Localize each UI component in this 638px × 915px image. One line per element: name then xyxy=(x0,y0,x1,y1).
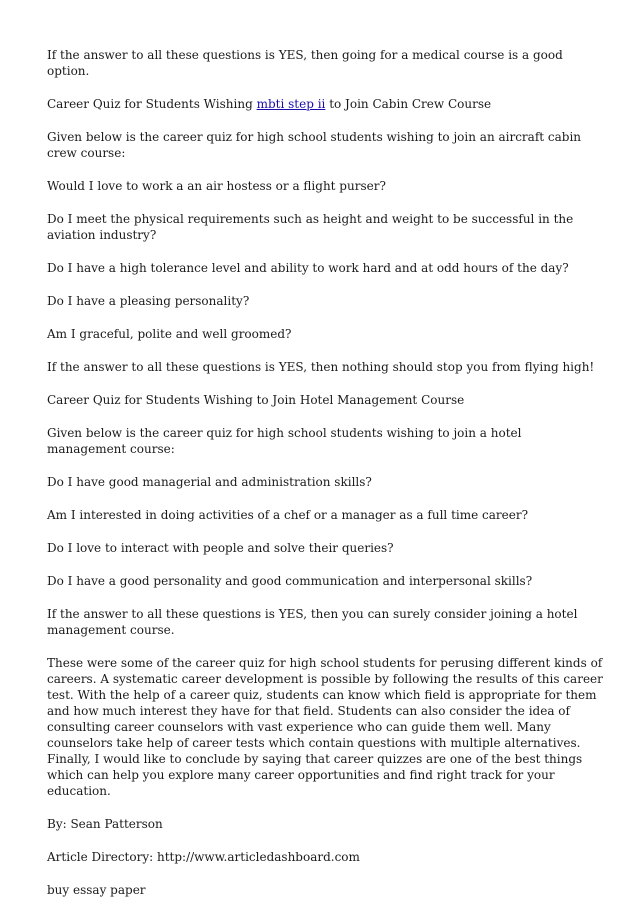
document-page xyxy=(47,47,603,915)
question-graceful: Am I graceful, polite and well groomed? xyxy=(47,327,292,341)
question-tolerance: Do I have a high tolerance level and ability to work hard and at odd hours of the day? xyxy=(47,261,569,275)
question-chef-manager: Am I interested in doing activities of a chef or a manager as a full time career? xyxy=(47,508,529,522)
question-managerial-skills: Do I have good managerial and administration skills? xyxy=(47,475,372,489)
paragraph-hotel-conclusion: If the answer to all these questions is YES, then you can surely consider joining a hotel management course. xyxy=(47,607,578,637)
paragraph-summary: These were some of the career quiz for high school students for perusing different kinds of careers. A systematic career development is possible by following the results of this career test. With the help of a career quiz, students can know which field is appropriate for them and how much interest they have for that field. Students can also consider the idea of consulting career counselors with vast experience who can guide them well. Many counselors take help of career tests which contain questions with multiple alternatives. Finally, I would like to conclude by saying that career quizzes are one of the best things which can help you explore many career opportunities and find right track for your education. xyxy=(47,656,603,798)
question-air-hostess: Would I love to work a an air hostess or a flight purser? xyxy=(47,179,386,193)
author-byline: By: Sean Patterson xyxy=(47,817,163,831)
heading-cabin-crew-suffix: to Join Cabin Crew Course xyxy=(325,97,492,111)
question-pleasing-personality: Do I have a pleasing personality? xyxy=(47,294,250,308)
heading-cabin-crew xyxy=(47,96,603,112)
mbti-step-ii-link[interactable]: mbti step ii xyxy=(256,97,326,111)
heading-cabin-crew-prefix: Career Quiz for Students Wishing xyxy=(47,97,257,111)
footer-text: buy essay paper xyxy=(47,883,146,897)
heading-hotel-management: Career Quiz for Students Wishing to Join Hotel Management Course xyxy=(47,393,465,407)
paragraph-hotel-intro: Given below is the career quiz for high school students wishing to join a hotel management course: xyxy=(47,426,522,456)
paragraph-cabin-crew-conclusion: If the answer to all these questions is YES, then nothing should stop you from flying high! xyxy=(47,360,595,374)
paragraph-cabin-crew-intro: Given below is the career quiz for high school students wishing to join an aircraft cabin crew course: xyxy=(47,130,582,160)
question-physical-requirements: Do I meet the physical requirements such as height and weight to be successful in the aviation industry? xyxy=(47,212,574,242)
article-directory: Article Directory: http://www.articledashboard.com xyxy=(47,850,360,864)
question-interact-people: Do I love to interact with people and solve their queries? xyxy=(47,541,394,555)
paragraph-medical-conclusion: If the answer to all these questions is YES, then going for a medical course is a good option. xyxy=(47,48,563,78)
question-communication-skills: Do I have a good personality and good communication and interpersonal skills? xyxy=(47,574,533,588)
